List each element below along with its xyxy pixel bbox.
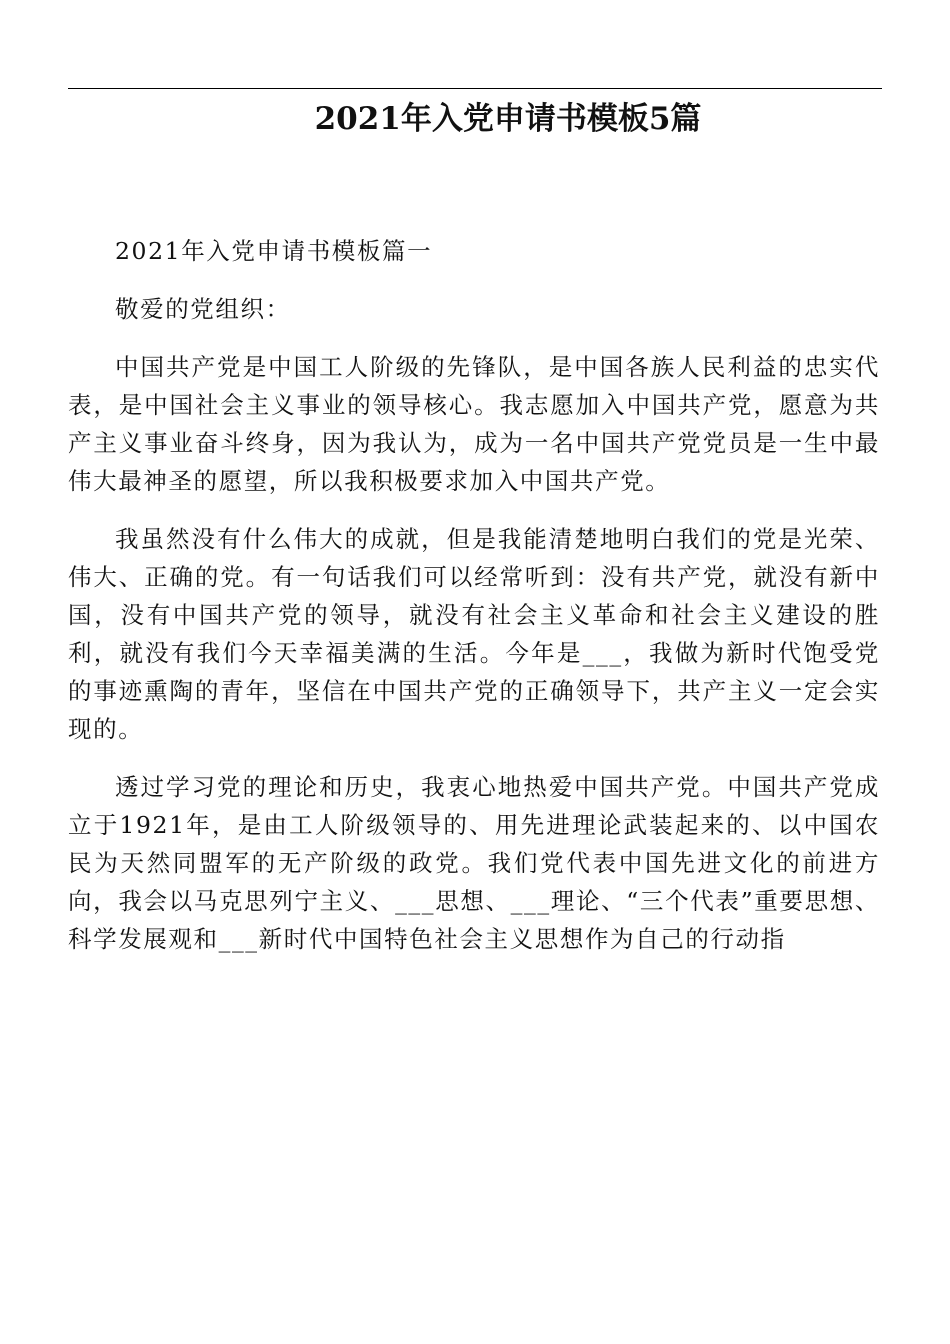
header-rule [68,88,882,89]
paragraph: 我虽然没有什么伟大的成就，但是我能清楚地明白我们的党是光荣、伟大、正确的党。有一句话我们可以经常听到：没有共产党，就没有新中国，没有中国共产党的领导，就没有社会主义革命和社会主义建设的胜利，就没有我们今天幸福美满的生活。今年是___，我做为新时代饱受党的事迹熏陶的青年，坚信在中国共产党的正确领导下，共产主义一定会实现的。 [68,525,880,743]
paragraph: 透过学习党的理论和历史，我衷心地热爱中国共产党。中国共产党成立于1921年，是由工人阶级领导的、用先进理论武装起来的、以中国农民为天然同盟军的无产阶级的政党。我们党代表中国先进文化的前进方向，我会以马克思列宁主义、___思想、___理论、“三个代表”重要思想、科学发展观和___新时代中国特色社会主义思想作为自己的行动指 [68,773,880,953]
document-title: 2021年入党申请书模板5篇 [314,101,702,137]
section-heading: 2021年入党申请书模板篇一 [115,237,433,265]
document-body [68,232,880,978]
paragraph: 中国共产党是中国工人阶级的先锋队，是中国各族人民利益的忠实代表，是中国社会主义事业的领导核心。我志愿加入中国共产党，愿意为共产主义事业奋斗终身，因为我认为，成为一名中国共产党党员是一生中最伟大最神圣的愿望，所以我积极要求加入中国共产党。 [68,353,880,495]
salutation: 敬爱的党组织： [115,295,291,323]
